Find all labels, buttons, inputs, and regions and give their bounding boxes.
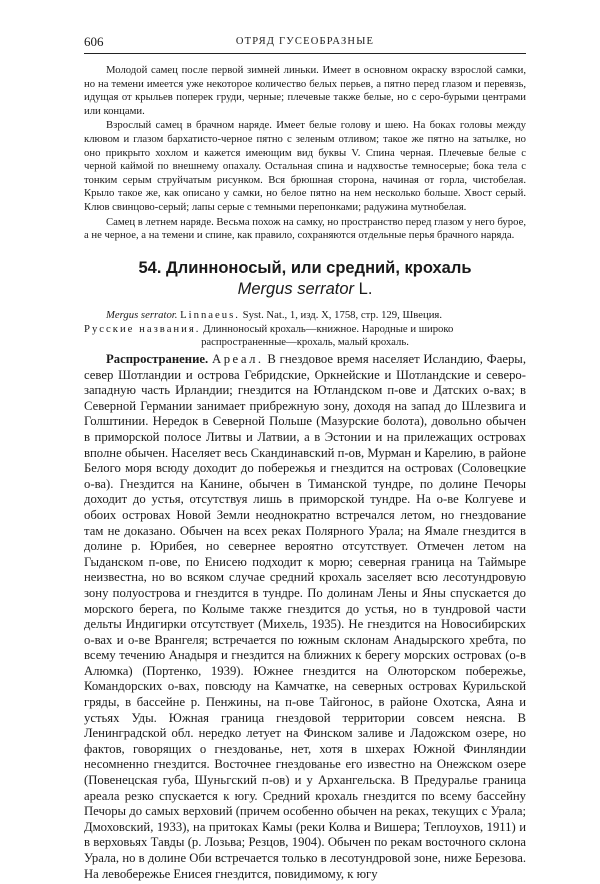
paragraph-adult-male-breeding: Взрослый самец в брачном наряде. Имеет белые голову и шею. На боках головы между клювом и глазом бархатисто-черное пятно с зеленым отливом; такое же пятно на затылке, но оно прикрыто хохлом и кажется имеющим вид буквы V. Спина черная. Плечевые белые с черной каймой по внешнему опахалу. Остальная спина и надхвостье темносерые; бока тела с тонким серым струйчатым рисунком. Вся брюшная сторона, начиная от горла, чистобелая. Крыло такое же, как описано у самки, но белое пятно на нем несколько больше. Хвост серый. Клюв свинцово-серый; лапы серые с темными перепонками; радужина мутнобелая. [84,119,526,213]
russian-names-line [84,323,526,337]
russian-names-label: Русские названия. [84,322,201,335]
citation-line [84,309,526,323]
page-header [84,34,526,50]
distribution-heading: Распространение. [106,352,209,366]
distribution-text: В гнездовое время населяет Исландию, Фаеры, север Шотландии и острова Гебридские, Оркнейские и Шотландские и северо-западную часть Ирландии; гнездится на Ютландском п-ове и Датских о-вах; в Северной Германии занимает прибрежную зону, доходя на запад до Шлезвига и Голштинии. Нередок в Северной Польше (Мазурские болота), довольно обычен в приморской полосе Литвы и Латвии, а в Эстонии и на прилежащих островах вполне обычен. Населяет весь Скандинавский п-ов, Мурман и Карелию, в районе Белого моря всюду доходит до побережья и гнездится на островах (Соловецкие о-ва). Гнездится на Канине, обычен в Тиманской тундре, по долине Печоры доходит до устья, отсутствуя лишь в приморской тундре. На о-ве Колгуеве и обоих островах Новой Земли неоднократно встречался летом, но гнездование там не доказано. Обычен на всех реках Полярного Урала; на Ямале гнездится в долине р. Юрибея, но севернее вероятно отсутствует. Отмечен летом на Гыданском п-ове, по Енисею подходит к морю; северная граница на Таймыре неизвестна, но во всяком случае средний крохаль заселяет всю лесотундровую зону полуострова и гнездится в тундре. По долинам Лены и Яны спускается до морского берега, по Колыме также гнездится до устья, но в тундровой части дельты Индигирки отсутствует (Михель, 1935). Не гнездится на Новосибирских о-вах и о-ве Врангеля; встречается по южным склонам Анадырского хребта, по всему течению Анадыря и гнездится на ближних к берегу морских островах (о-в Алюмка) (Портенко, 1939). Южнее гнездится на Олюторском побережье, Командорских о-вах, повсюду на Камчатке, на северных островах Курильской гряды, в бассейне р. Пенжины, на п-ове Тайгонос, в районе Охотска, Аяна и устьях Уды. Южная граница гнездовой территории совсем неясна. В Ленинградской обл. нередко летует на Финском заливе и Ладожском озере, но фактов, говорящих о гнездованье, нет, хотя в шхерах Южной Финляндии несомненно гнездится. Восточнее гнездованье его известно на Онежском озере (Повенецская губа, Шуньгский п-ов) и у Архангельска. В Предуралье граница ареала резко спускается к югу. Средний крохаль гнездится по всему бассейну Печоры до самых верховий (причем особенно обычен на реках, текущих с Урала; Дмоховский, 1933), на притоках Камы (реки Колва и Вишера; Теплоухов, 1911) и в верховьях Тавды (р. Лозьва; Резцов, 1904). Обычен по рекам восточного склона Урала, но в долине Оби встречается только в лесотундровой зоне, ниже Березова. На левобережье Енисея гнездится, повидимому, к югу [84,352,526,881]
range-label: Ареал. [212,352,264,366]
citation-author: Linnaeus. [180,309,240,321]
species-title: 54. Длинноносый, или средний, крохаль [138,259,472,277]
latin-author: L. [358,280,373,298]
paragraph-young-male: Молодой самец после первой зимней линьки. Имеет в основном окраску взрослой самки, но на темени имеется уже некоторое количество белых перьев, а пятно перед глазом и перевязь, идущая от крыльев поперек груди, черные; плечевые также белые, но с серо-бурыми центрами или концами. [84,64,526,117]
running-title: ОТРЯД ГУСЕОБРАЗНЫЕ [235,36,375,47]
citation-reference: Syst. Nat., 1, изд. X, 1758, стр. 129, Швеция. [242,309,443,321]
distribution-section [84,352,526,882]
header-rule [84,53,526,54]
page-number: 606 [84,34,104,49]
paragraph-male-summer: Самец в летнем наряде. Весьма похож на самку, но пространство перед глазом у него бурое, а не черное, а на темени и спине, как правило, сохраняются отдельные перья брачного наряда. [84,215,526,242]
latin-binomial: Mergus serrator [237,280,355,298]
species-latin-name [84,279,526,299]
russian-names-continued: распространенные—крохаль, малый крохаль. [201,336,409,349]
synonymy-block [84,309,526,350]
citation-name: Mergus serrator. [106,309,178,321]
plumage-description [84,64,526,243]
distribution-paragraph [84,352,526,882]
russian-names-text: Длинноносый крохаль—книжное. Народные и широко [203,322,454,335]
